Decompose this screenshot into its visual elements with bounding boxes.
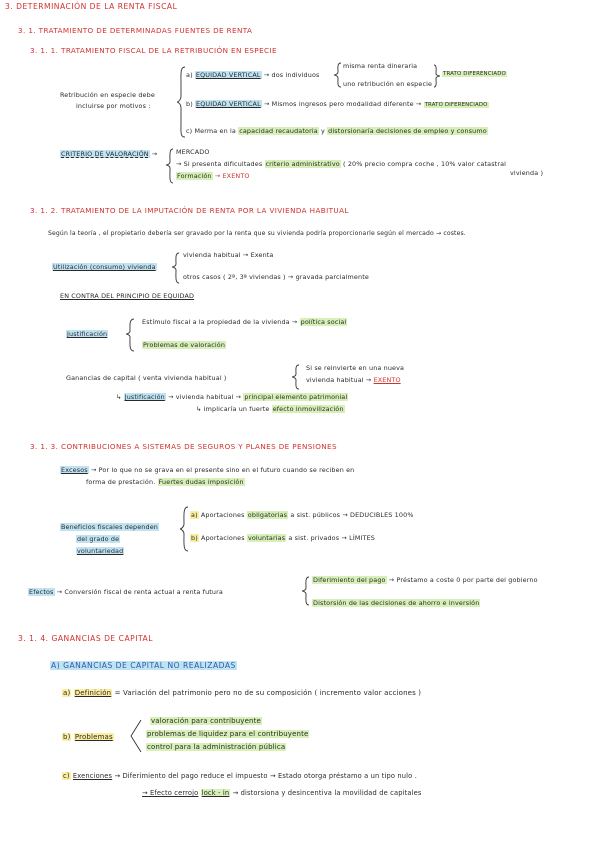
vivienda-teoria: Según la teoría , el propietario debería ser gravado por la renta que su vivienda podría proporcionarle según el mercado → costes. [48, 230, 466, 237]
brace-criterio [166, 148, 174, 184]
motivo-a [186, 71, 320, 80]
criterio-formacion: Formación → EXENTO [177, 172, 250, 180]
justificacion-problemas: Problemas de valoración [143, 341, 226, 349]
criterio-vivienda: vivienda ) [510, 169, 544, 177]
contra-equidad: EN CONTRA DEL PRINCIPIO DE EQUIDAD [60, 292, 195, 300]
ganancias-exento: vivienda habitual → EXENTO [306, 376, 401, 384]
criterio-administrativo: → Si presenta dificultades criterio administrativo ( 20% precio compra coche , 10% valor catastral [176, 160, 507, 168]
efectos: Efectos → Conversión fiscal de renta actual a renta futura [29, 588, 223, 596]
ganancias-no-realizadas: A) GANANCIAS DE CAPITAL NO REALIZADAS [51, 661, 236, 670]
subsection-heading-3-1-3: 3. 1. 3. CONTRIBUCIONES A SISTEMAS DE SEGUROS Y PLANES DE PENSIONES [30, 442, 337, 451]
utilizacion-a: vivienda habitual → Exenta [183, 251, 274, 259]
motivo-a-key: EQUIDAD VERTICAL [195, 71, 261, 79]
excesos-prestacion: forma de prestación. Fuertes dudas imposición [86, 478, 244, 486]
subsection-heading-3-1-4: 3. 1. 4. GANANCIAS DE CAPITAL [18, 634, 153, 643]
brace-justificacion [126, 318, 135, 352]
definicion: a) Definición = Variación del patrimonio pero no de su composición ( incremento valor acciones ) [63, 689, 422, 697]
motivo-a-result: TRATO DIFERENCIADO [443, 71, 506, 77]
excesos: Excesos → Por lo que no se grava en el presente sino en el futuro cuando se reciben en [61, 466, 355, 474]
brace-problemas [130, 718, 142, 754]
utilizacion-b: otros casos ( 2ª, 3ª viviendas ) → gravada parcialmente [183, 273, 369, 281]
beneficios-b: b) Aportaciones voluntarias a sist. privados → LÍMITES [191, 534, 376, 542]
beneficios-line2: del grado de [77, 535, 120, 543]
motivo-a-bottom: uno retribución en especie [343, 80, 433, 88]
brace-ganancias [292, 364, 300, 390]
ganancias-reinvierte: Si se reinvierte en una nueva [306, 364, 405, 372]
brace-beneficios [180, 506, 189, 552]
justificacion-1: Justificación [67, 330, 108, 338]
beneficios-line1: Beneficios fiscales dependen [61, 523, 159, 531]
problemas-valoracion: valoración para contribuyente [151, 717, 261, 725]
brace-efectos [302, 576, 310, 606]
subsection-heading-3-1-1: 3. 1. 1. TRATAMIENTO FISCAL DE LA RETRIBUCIÓN EN ESPECIE [30, 46, 277, 55]
motivo-b: b) EQUIDAD VERTICAL → Mismos ingresos pero modalidad diferente → TRATO DIFERENCIADO [186, 100, 488, 108]
brace-a-right [434, 64, 440, 88]
problemas-control: control para la administración pública [147, 743, 286, 751]
motivo-b-result: TRATO DIFERENCIADO [424, 102, 488, 108]
motivo-a-top: misma renta dineraria [343, 62, 418, 70]
brace-a [334, 62, 342, 88]
efectos-diferimiento: Diferimiento del pago → Préstamo a coste 0 por parte del gobierno [313, 576, 538, 584]
problemas: b) Problemas [63, 733, 113, 741]
justificacion-2: ↳ Justificación → vivienda habitual → principal elemento patrimonial [116, 393, 348, 401]
criterio-mercado: MERCADO [176, 148, 210, 156]
justificacion-inmovilizacion: ↳ implicaría un fuerte efecto inmovilización [196, 405, 344, 413]
problemas-liquidez: problemas de liquidez para el contribuyente [147, 730, 309, 738]
motivo-b-key: EQUIDAD VERTICAL [196, 100, 261, 108]
motivo-c: c) Merma en la capacidad recaudatoria y distorsionaría decisiones de empleo y consumo [186, 127, 487, 135]
main-heading: 3. DETERMINACIÓN DE LA RENTA FISCAL [5, 2, 178, 11]
subsection-heading-3-1-2: 3. 1. 2. TRATAMIENTO DE LA IMPUTACIÓN DE RENTA POR LA VIVIENDA HABITUAL [30, 206, 349, 215]
retribucion-left-line2: incluirse por motivos : [76, 102, 151, 110]
beneficios-line3: voluntariedad [77, 547, 124, 555]
utilizacion-vivienda: Utilización (consumo) vivienda [53, 263, 156, 271]
ganancias-vivienda: Ganancias de capital ( venta vivienda habitual ) [66, 374, 227, 382]
exenciones-cerrojo: → Efecto cerrojo lock - in → distorsiona y desincentiva la movilidad de capitales [142, 789, 422, 797]
efectos-distorsion: Distorsión de las decisiones de ahorro e inversión [313, 599, 480, 607]
brace-utilizacion [172, 252, 180, 284]
section-heading-3-1: 3. 1. TRATAMIENTO DE DETERMINADAS FUENTES DE RENTA [18, 26, 253, 35]
exenciones: c) Exenciones → Diferimiento del pago reduce el impuesto → Estado otorga préstamo a un tipo nulo . [63, 772, 417, 780]
criterio-valoracion: CRITERIO DE VALORACIÓN → [61, 150, 158, 158]
beneficios-a: a) Aportaciones obligatorias a sist. públicos → DEDUCIBLES 100% [191, 511, 414, 519]
justificacion-estimulo: Estímulo fiscal a la propiedad de la vivienda → política social [142, 318, 347, 326]
retribucion-left-line1: Retribución en especie debe [60, 91, 155, 99]
motivo-a-text: → dos individuos [263, 71, 320, 79]
motivo-a-label: a) [186, 71, 193, 79]
